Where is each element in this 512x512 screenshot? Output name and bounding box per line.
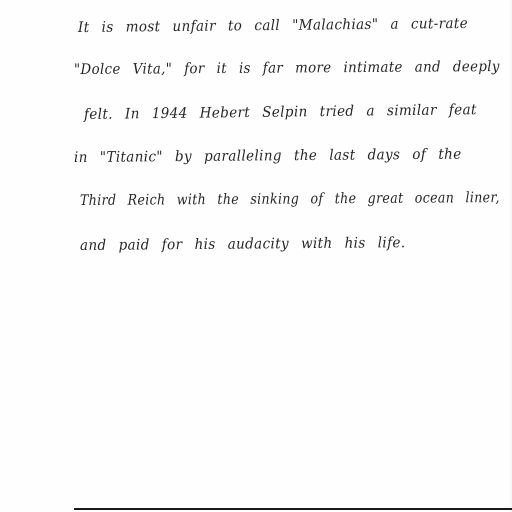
text-line-1: It is most unfair to call "Malachias" a cut-rate xyxy=(77,15,469,36)
bottom-rule-line xyxy=(74,508,512,510)
text-line-5: Third Reich with the sinking of the great ocean liner, xyxy=(79,190,500,209)
text-line-6: and paid for his audacity with his life. xyxy=(79,235,406,254)
text-line-2: "Dolce Vita," for it is far more intimate and deeply xyxy=(73,59,500,78)
text-line-4: in "Titanic" by paralleling the last days of the xyxy=(73,146,462,166)
text-line-3: felt. In 1944 Hebert Selpin tried a similar feat xyxy=(83,102,477,123)
